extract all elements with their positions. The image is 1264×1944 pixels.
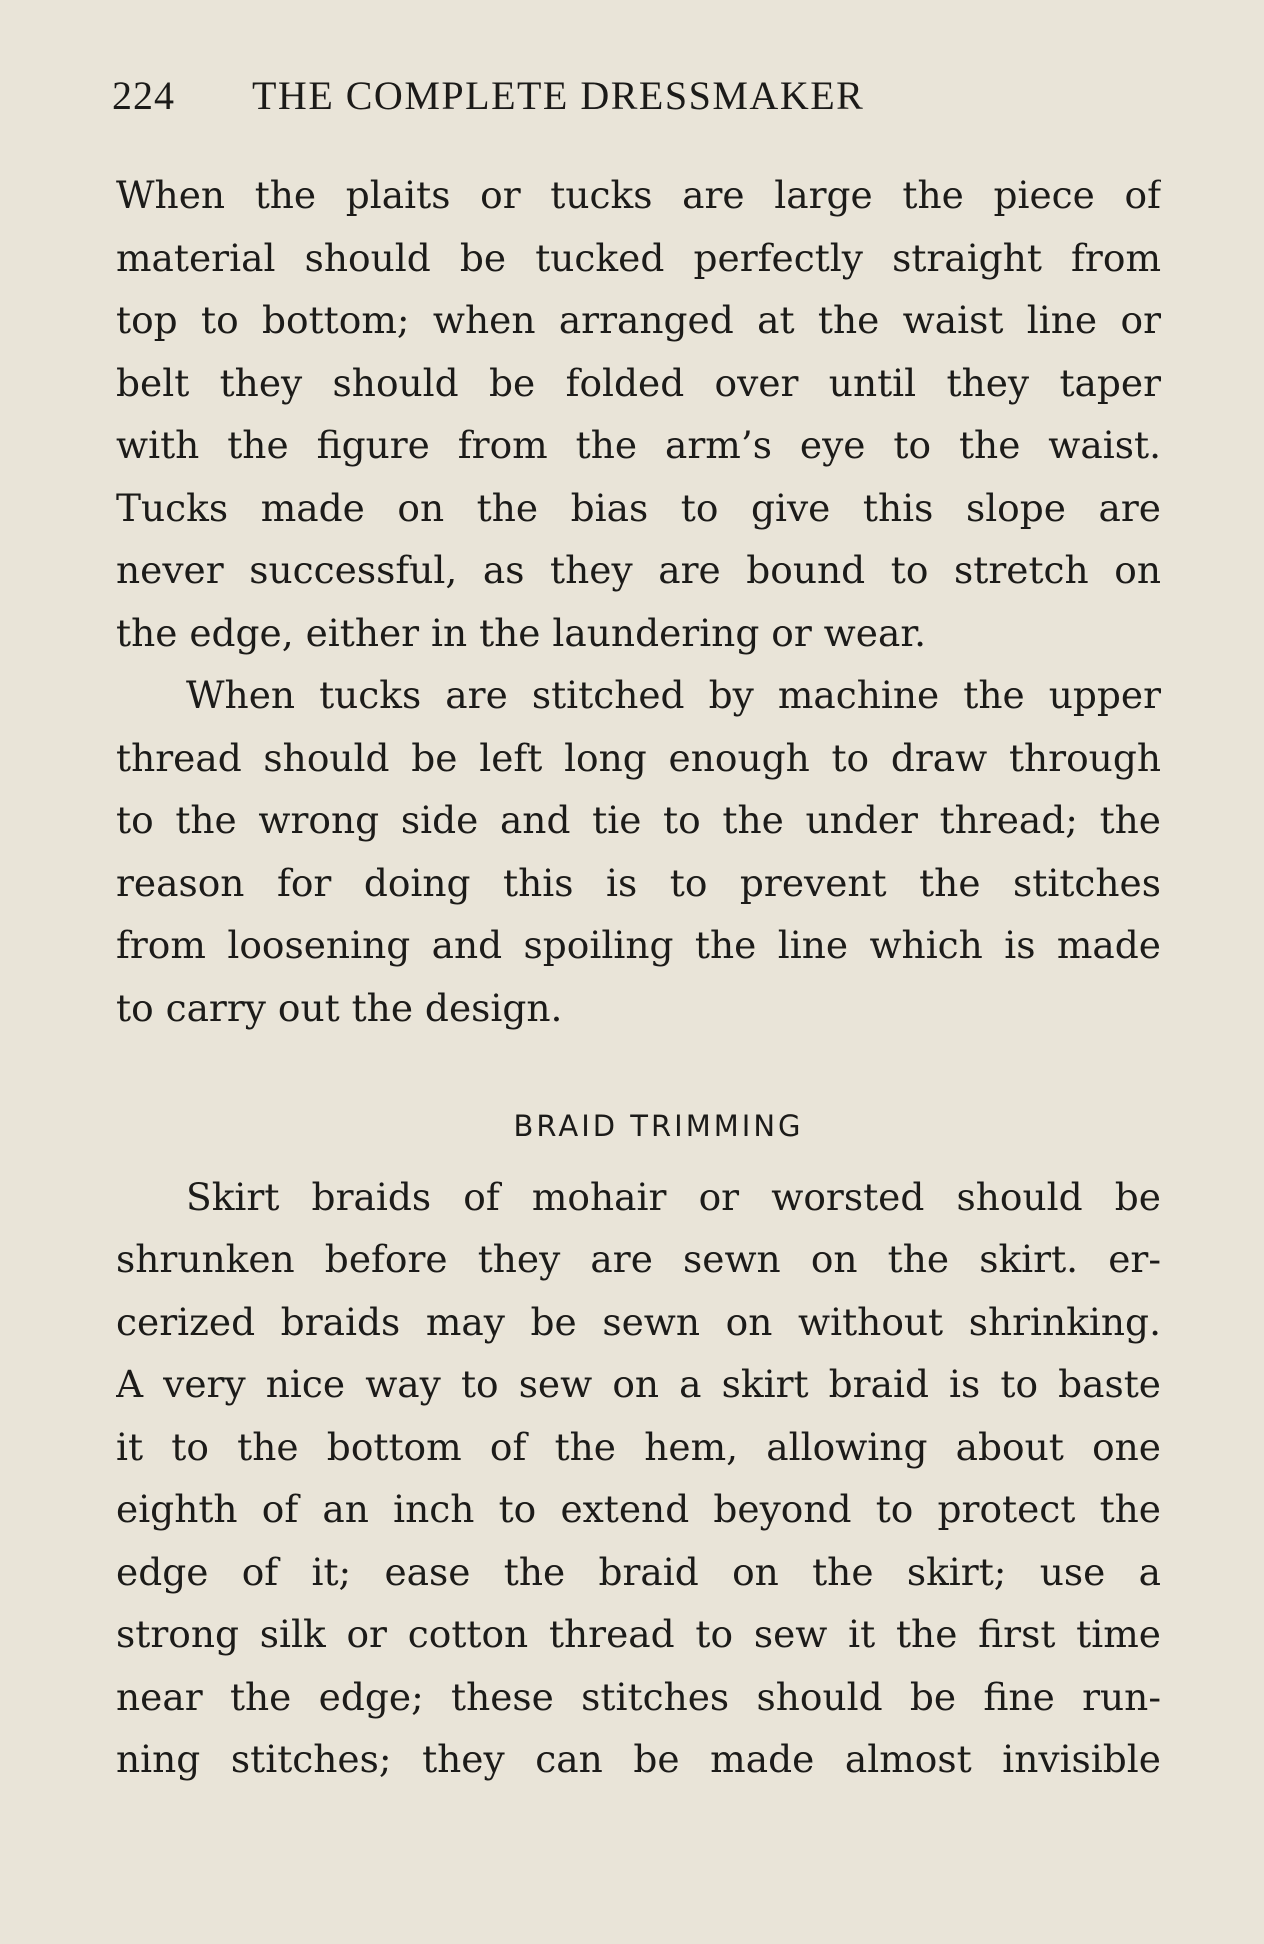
text-line: material should be tucked perfectly straight from bbox=[116, 235, 1161, 280]
paragraph bbox=[116, 164, 1161, 664]
text-line: When the plaits or tucks are large the piece of bbox=[116, 173, 1161, 217]
text-line: reason for doing this is to prevent the stitches bbox=[116, 860, 1161, 905]
text-line: thread should be left long enough to draw through bbox=[116, 735, 1161, 780]
page-body bbox=[116, 164, 1161, 1791]
running-head bbox=[112, 72, 1162, 132]
text-line: eighth of an inch to extend beyond to protect the bbox=[116, 1487, 1161, 1531]
text-line: A very nice way to sew on a skirt braid is to baste bbox=[116, 1362, 1161, 1406]
text-line: belt they should be folded over until they taper bbox=[116, 360, 1161, 405]
text-line: edge of it; ease the braid on the skirt; use a bbox=[116, 1549, 1161, 1594]
text-line: to carry out the design. bbox=[116, 985, 563, 1030]
text-line: never successful, as they are bound to stretch on bbox=[116, 548, 1161, 592]
page-number: 224 bbox=[112, 73, 175, 118]
paragraph bbox=[116, 664, 1161, 1039]
text-line: cerized braids may be sewn on without shrinking. bbox=[116, 1299, 1161, 1344]
paragraph bbox=[116, 1166, 1161, 1791]
text-line: to the wrong side and tie to the under thread; the bbox=[116, 798, 1161, 842]
text-line: strong silk or cotton thread to sew it the first time bbox=[116, 1612, 1161, 1656]
text-line: from loosening and spoiling the line which is made bbox=[116, 923, 1161, 967]
text-line: near the edge; these stitches should be fine run- bbox=[116, 1674, 1161, 1719]
section-heading: BRAID TRIMMING bbox=[513, 1109, 804, 1143]
text-line: the edge, either in the laundering or wear. bbox=[116, 610, 927, 655]
text-line: Tucks made on the bias to give this slope are bbox=[116, 485, 1161, 530]
text-line: shrunken before they are sewn on the skirt. er- bbox=[116, 1237, 1161, 1281]
text-line: it to the bottom of the hem, allowing about one bbox=[116, 1424, 1161, 1469]
text-line: When tucks are stitched by machine the upper bbox=[186, 673, 1161, 717]
text-line: with the figure from the arm’s eye to the waist. bbox=[116, 423, 1161, 467]
text-line: ning stitches; they can be made almost invisible bbox=[116, 1737, 1161, 1781]
text-line: Skirt braids of mohair or worsted should be bbox=[186, 1174, 1161, 1219]
book-title: THE COMPLETE DRESSMAKER bbox=[252, 73, 865, 118]
text-line: top to bottom; when arranged at the waist line or bbox=[116, 298, 1161, 342]
